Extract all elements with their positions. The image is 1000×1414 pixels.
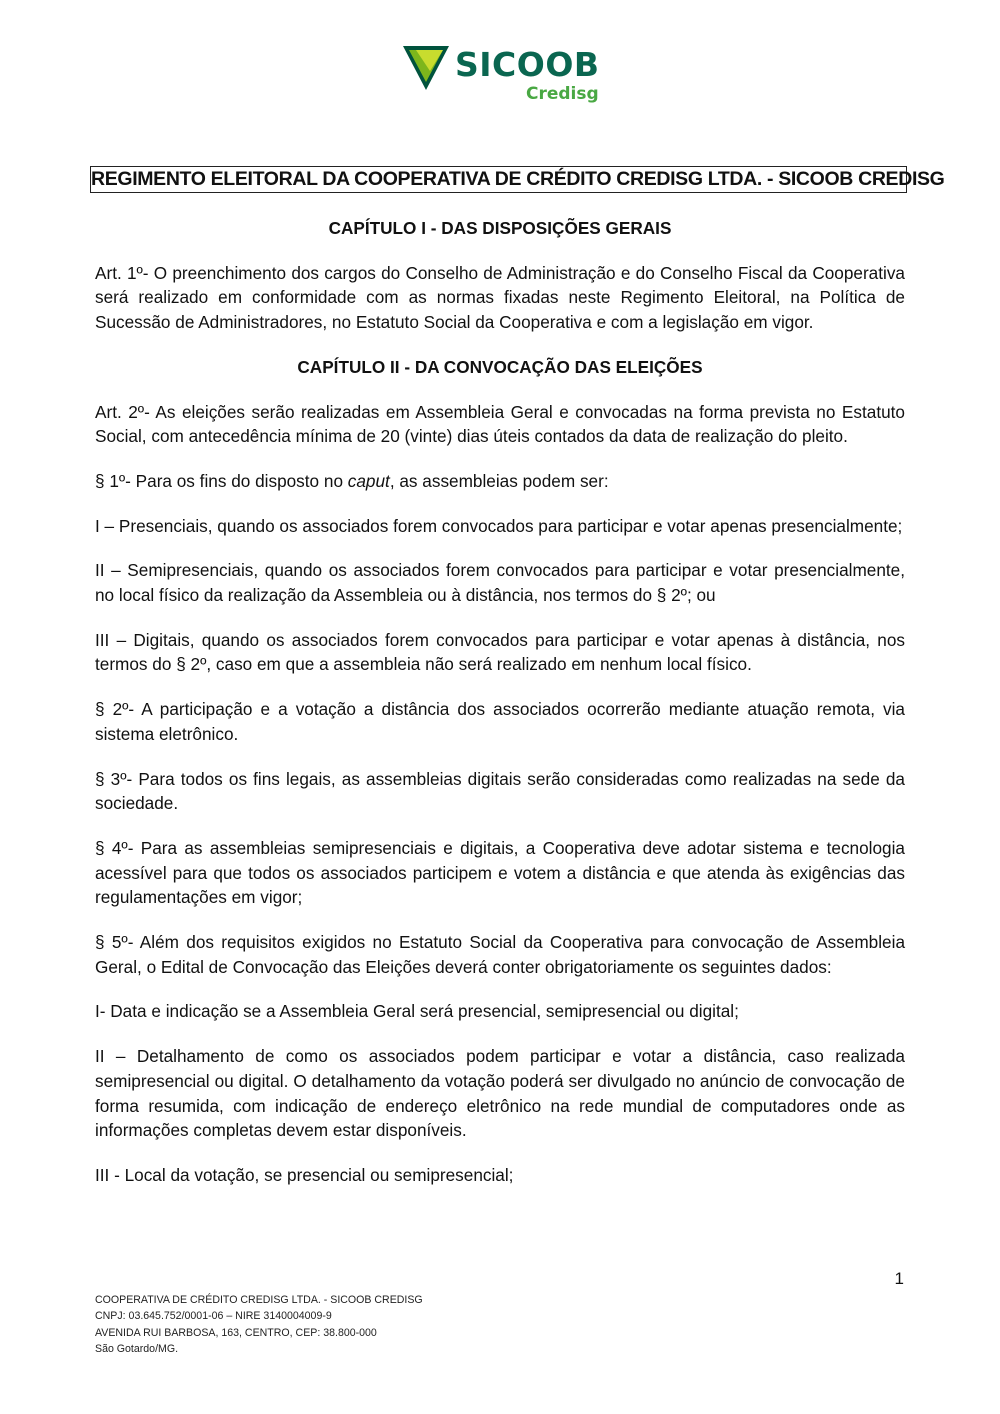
footer-city: São Gotardo/MG. bbox=[95, 1343, 179, 1356]
section-paragraph: § 2º- A participação e a votação a distância dos associados ocorrerão mediante atuação remota, via sistema eletrônico. bbox=[95, 699, 905, 744]
footer bbox=[95, 1292, 595, 1358]
section-paragraph: § 5º- Além dos requisitos exigidos no Estatuto Social da Cooperativa para convocação de Assembleia Geral, o Edital de Convocação das Eleições deverá conter obrigatoriamente os seguintes dados: bbox=[95, 932, 905, 977]
section-paragraph: § 3º- Para todos os fins legais, as assembleias digitais serão consideradas como realizadas na sede da sociedade. bbox=[95, 768, 905, 814]
paragraph-text: , as assembleias podem ser: bbox=[389, 470, 609, 491]
list-item-paragraph: I- Data e indicação se a Assembleia Geral será presencial, semipresencial ou digital; bbox=[95, 1001, 739, 1022]
list-item-paragraph: III - Local da votação, se presencial ou semipresencial; bbox=[95, 1164, 514, 1185]
chapter-heading: CAPÍTULO I - DAS DISPOSIÇÕES GERAIS bbox=[328, 218, 672, 238]
page-number: 1 bbox=[894, 1269, 904, 1288]
list-item-paragraph: II – Detalhamento de como os associados podem participar e votar a distância, caso realizada semipresencial ou digital. O detalhamento da votação poderá ser divulgado no anúncio de convocação de forma resumida, com indicação de endereço eletrônico na rede mundial de computadores onde as informações completas devem estar disponíveis. bbox=[95, 1046, 905, 1141]
list-item-paragraph: III – Digitais, quando os associados forem convocados para participar e votar apenas à distância, nos termos do § 2º, caso em que a assembleia não será realizado em nenhum local físico. bbox=[95, 629, 905, 675]
footer-cnpj: CNPJ: 03.645.752/0001-06 – NIRE 3140004009-9 bbox=[95, 1310, 332, 1323]
paragraph-text: § 1º- Para os fins do disposto no bbox=[95, 470, 348, 491]
article-paragraph: Art. 1º- O preenchimento dos cargos do Conselho de Administração e do Conselho Fiscal da Cooperativa será realizado em conformidade com as normas fixadas neste Regimento Eleitoral, na Política de Sucessão de Administradores, no Estatuto Social da Cooperativa e com a legislação em vigor. bbox=[95, 262, 905, 333]
list-item-paragraph: II – Semipresenciais, quando os associados forem convocados para participar e votar presencialmente, no local físico da realização da Assembleia ou à distância, nos termos do § 2º; ou bbox=[95, 560, 905, 606]
section-paragraph: § 4º- Para as assembleias semipresenciais e digitais, a Cooperativa deve adotar sistema e tecnologia acessível para que todos os associados participem e votem a distância e que atenda às exigências das regulamentações em vigor; bbox=[95, 837, 905, 908]
footer-company: COOPERATIVA DE CRÉDITO CREDISG LTDA. - SICOOB CREDISG bbox=[95, 1294, 423, 1306]
sicoob-logo-icon bbox=[403, 46, 453, 90]
article-paragraph: Art. 2º- As eleições serão realizadas em Assembleia Geral e convocadas na forma prevista no Estatuto Social, com antecedência mínima de 20 (vinte) dias úteis contados da data de realização do pleito. bbox=[95, 401, 905, 447]
chapter-heading: CAPÍTULO II - DA CONVOCAÇÃO DAS ELEIÇÕES bbox=[297, 356, 703, 377]
caput-term: caput bbox=[347, 470, 390, 491]
logo-wordmark: SICOOB bbox=[455, 45, 600, 84]
footer-address: AVENIDA RUI BARBOSA, 163, CENTRO, CEP: 38.800-000 bbox=[95, 1326, 377, 1339]
list-item-paragraph: I – Presenciais, quando os associados forem convocados para participar e votar apenas presencialmente; bbox=[95, 515, 903, 536]
document-body bbox=[95, 216, 905, 1208]
logo-subtitle: Credisg bbox=[526, 84, 599, 104]
section-paragraph bbox=[95, 469, 905, 494]
document-title: REGIMENTO ELEITORAL DA COOPERATIVA DE CRÉDITO CREDISG LTDA. - SICOOB CREDISG bbox=[90, 166, 907, 193]
sicoob-logo bbox=[403, 44, 603, 110]
